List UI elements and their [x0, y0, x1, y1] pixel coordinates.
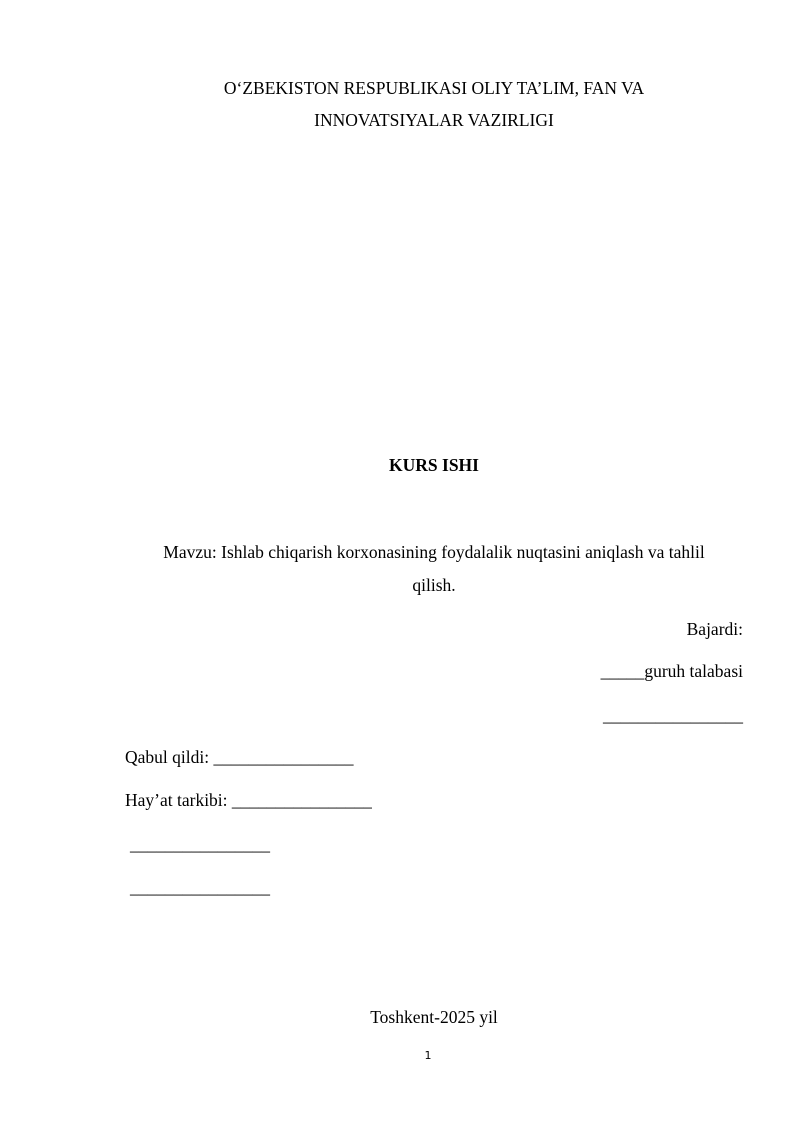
student-group: _____guruh talabasi — [600, 661, 743, 681]
student-name-blank: ________________ — [603, 705, 743, 725]
accepted-by: Qabul qildi: ________________ — [125, 747, 354, 767]
ministry-title-line-1: O‘ZBEKISTON RESPUBLIKASI OLIY TA’LIM, FAN VA — [223, 78, 645, 98]
ministry-title-line-2: INNOVATSIYALAR VAZIRLIGI — [314, 110, 554, 130]
topic-line-2: qilish. — [412, 575, 456, 595]
page-number: 1 — [424, 1049, 432, 1062]
topic-line-1: Mavzu: Ishlab chiqarish korxonasining foydalalik nuqtasini aniqlash va tahlil — [163, 542, 705, 562]
performer-label: Bajardi: — [686, 619, 743, 639]
document-title: KURS ISHI — [389, 455, 479, 475]
committee-member-blank-1: ________________ — [130, 834, 270, 854]
city-year: Toshkent-2025 yil — [370, 1007, 498, 1027]
committee-members: Hay’at tarkibi: ________________ — [125, 790, 372, 810]
committee-member-blank-2: ________________ — [130, 877, 270, 897]
